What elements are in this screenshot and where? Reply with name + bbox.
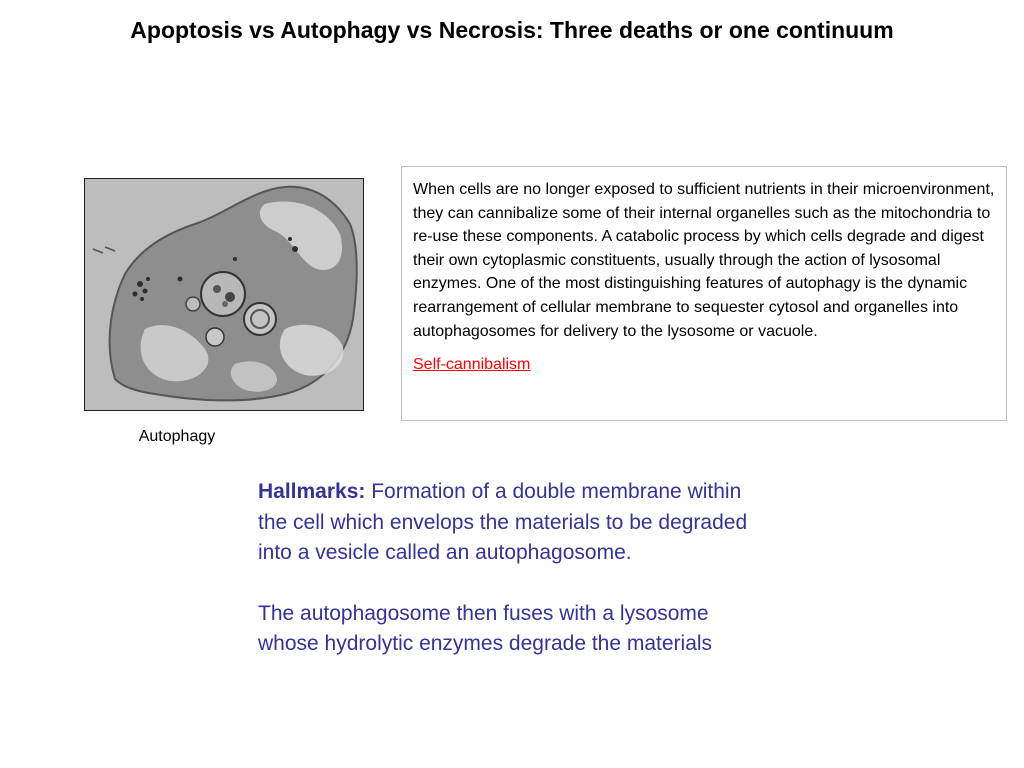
hallmarks-paragraph-2: The autophagosome then fuses with a lysosome whose hydrolytic enzymes degrade the materials (258, 601, 713, 655)
description-text: When cells are no longer exposed to sufficient nutrients in their microenvironment, they can cannibalize some of their internal organelles such as the mitochondria to re-use these components. A catabolic process by which cells degrade and digest their own cytoplasmic constituents, usually through the action of lysosomal enzymes. One of the most distinguishing features of autophagy is the dynamic rearrangement of cellular membrane to sequester cytosol and organelles into autophagosomes for delivery to the lysosome or vacuole. (413, 181, 995, 340)
micrograph-image (85, 179, 363, 410)
hallmarks-text-1: Formation of a double membrane within the cell which envelops the materials to be degraded into a vesicle called an autophagosome. (258, 480, 748, 564)
description-box (401, 166, 1007, 421)
hallmarks-paragraph-1 (258, 477, 758, 569)
image-caption: Autophagy (138, 428, 216, 445)
self-cannibalism-link[interactable]: Self-cannibalism (413, 356, 531, 374)
hallmarks-section (258, 477, 758, 660)
slide-title: Apoptosis vs Autophagy vs Necrosis: Three deaths or one continuum (130, 17, 894, 43)
hallmarks-lead: Hallmarks: (258, 480, 366, 503)
autophagy-micrograph (84, 178, 364, 411)
